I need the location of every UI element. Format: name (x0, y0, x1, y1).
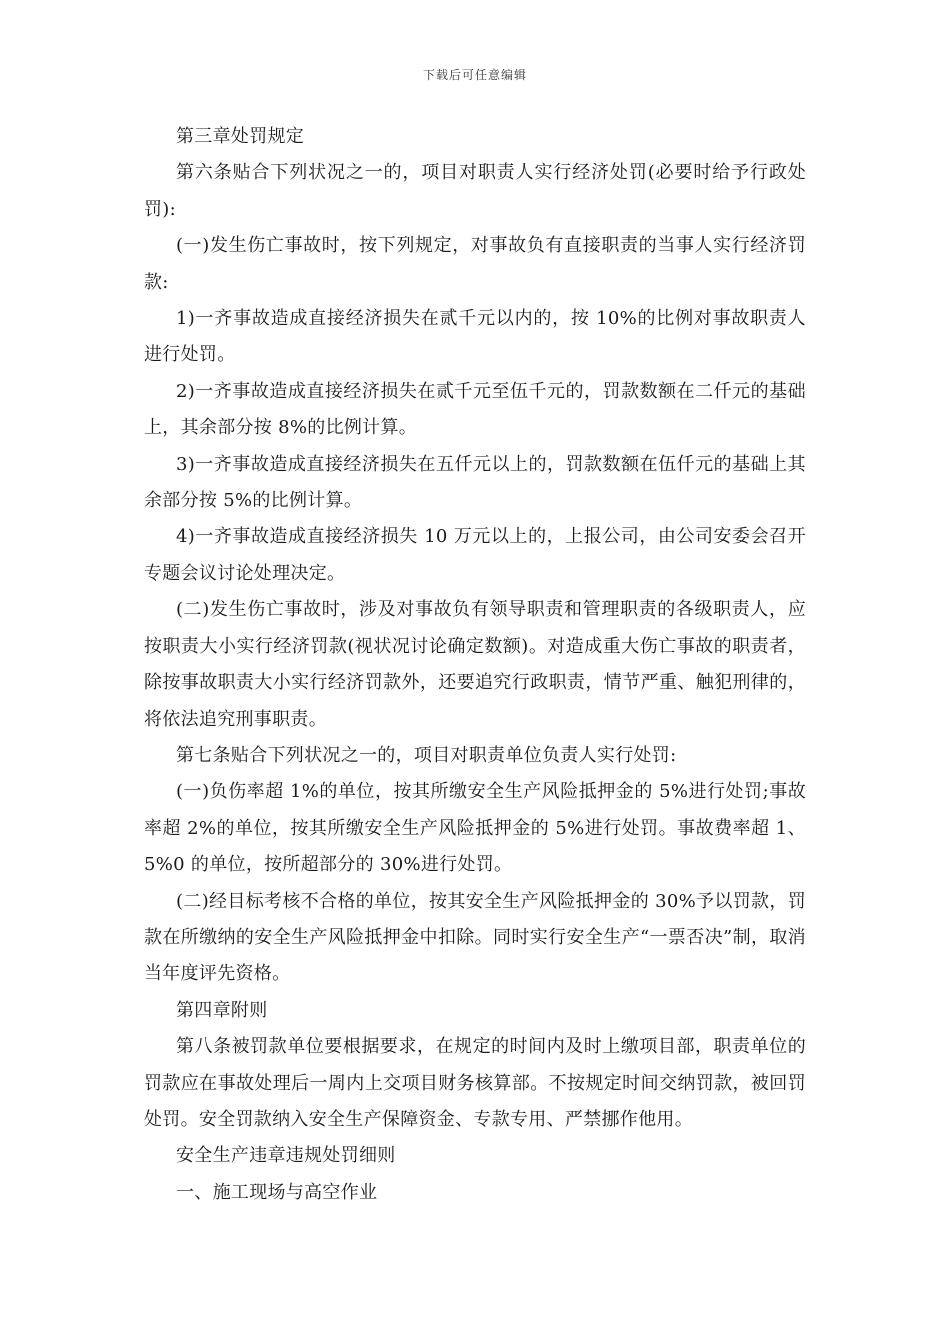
section-heading: 安全生产违章违规处罚细则 (176, 1145, 396, 1167)
item-paragraph: 4)一齐事故造成直接经济损失 10 万元以上的，上报公司，由公司安委会召开专题会议讨论处理决定。 (144, 526, 806, 584)
item-paragraph: 1)一齐事故造成直接经济损失在贰千元以内的，按 10%的比例对事故职责人进行处罚。 (144, 308, 806, 366)
chapter-heading: 第三章处罚规定 (176, 126, 305, 147)
item-paragraph: 2)一齐事故造成直接经济损失在贰千元至伍千元的，罚款数额在二仟元的基础上，其余部分按 8%的比例计算。 (144, 380, 806, 439)
page-header: 下载后可任意编辑 (422, 68, 527, 82)
clause-paragraph: (二)发生伤亡事故时，涉及对事故负有领导职责和管理职责的各级职责人，应按职责大小实行经济罚款(视状况讨论确定数额)。对造成重大伤亡事故的职责者，除按事故职责大小实行经济罚款外，还要追究行政职责，情节严重、触犯刑律的，将依法追究刑事职责。 (144, 599, 806, 730)
subsection-heading: 一、施工现场与高空作业 (176, 1181, 378, 1203)
chapter-heading: 第四章附则 (176, 999, 268, 1021)
article-paragraph: 第六条贴合下列状况之一的，项目对职责人实行经济处罚(必要时给予行政处罚): (144, 162, 806, 220)
article-paragraph: 第八条被罚款单位要根据要求，在规定的时间内及时上缴项目部，职责单位的罚款应在事故处理后一周内上交项目财务核算部。不按规定时间交纳罚款，被回罚处罚。安全罚款纳入安全生产保障资金、专款专用、严禁挪作他用。 (144, 1036, 806, 1130)
document-body (144, 119, 806, 1211)
article-paragraph: 第七条贴合下列状况之一的，项目对职责单位负责人实行处罚: (176, 744, 677, 766)
clause-paragraph: (二)经目标考核不合格的单位，按其安全生产风险抵押金的 30%予以罚款，罚款在所缴纳的安全生产风险抵押金中扣除。同时实行安全生产“一票否决”制，取消当年度评先资格。 (144, 890, 806, 985)
clause-paragraph: (一)发生伤亡事故时，按下列规定，对事故负有直接职责的当事人实行经济罚款: (144, 235, 806, 293)
item-paragraph: 3)一齐事故造成直接经济损失在五仟元以上的，罚款数额在伍仟元的基础上其余部分按 5%的比例计算。 (144, 453, 806, 512)
clause-paragraph: (一)负伤率超 1%的单位，按其所缴安全生产风险抵押金的 5%进行处罚;事故率超 2%的单位，按其所缴安全生产风险抵押金的 5%进行处罚。事故费率超 1、5%0 的单位，按所超部分的 30%进行处罚。 (144, 781, 806, 876)
